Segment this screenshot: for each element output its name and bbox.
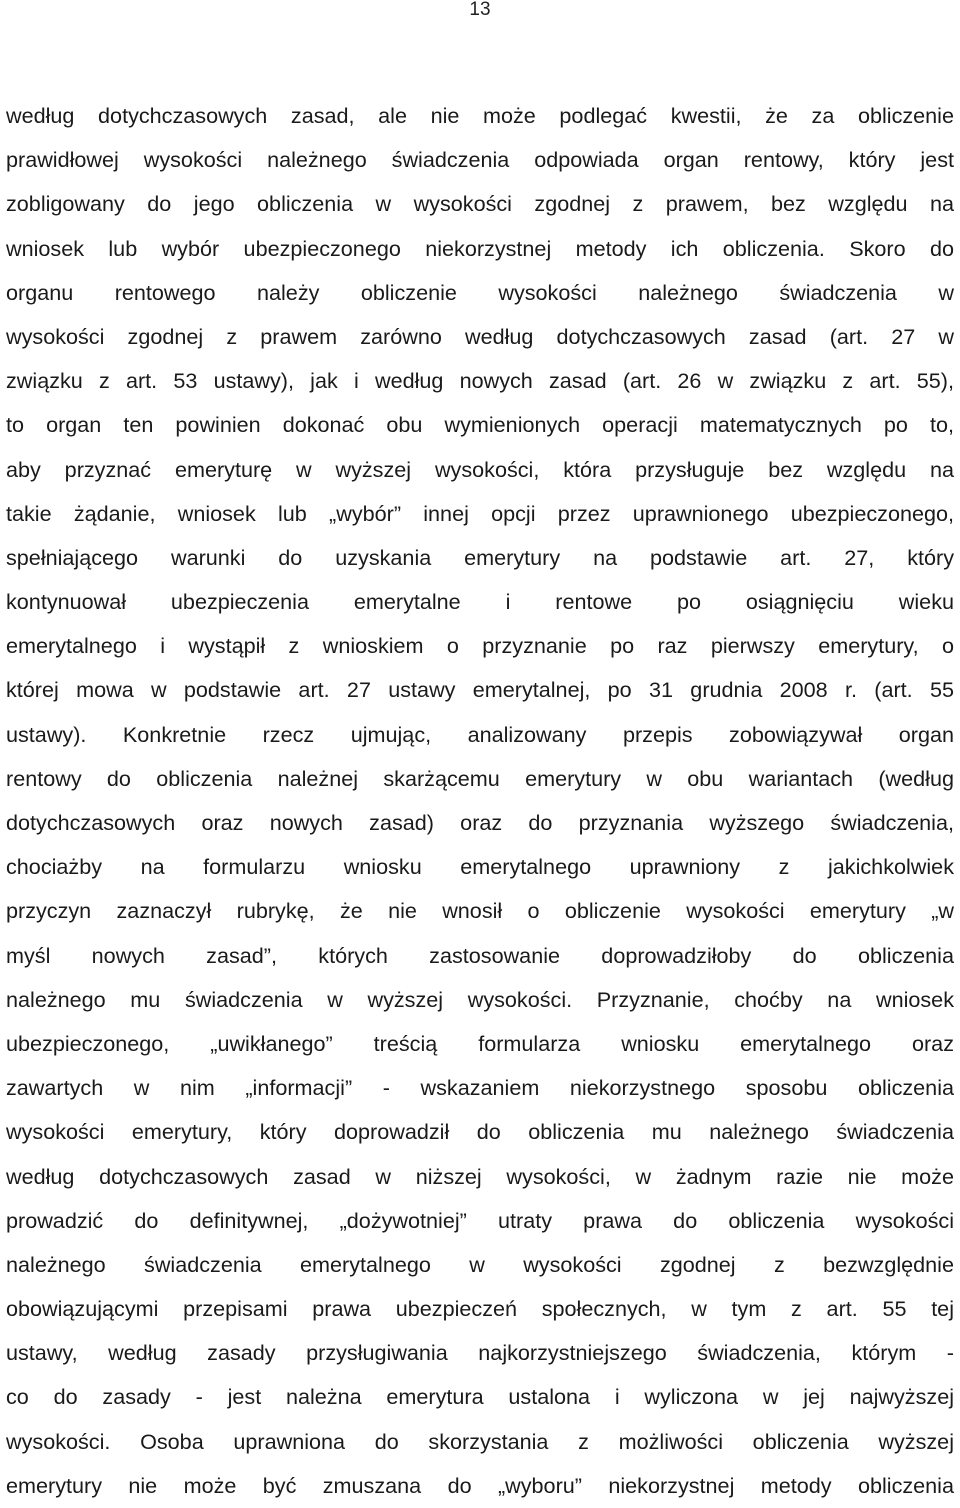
text-line: związku z art. 53 ustawy), jak i według nowych zasad (art. 26 w związku z art. 55),: [6, 368, 954, 394]
text-line: ustawy). Konkretnie rzecz ujmując, analizowany przepis zobowiązywał organ: [6, 721, 954, 747]
text-line: prowadzić do definitywnej, „dożywotniej” utraty prawa do obliczenia wysokości: [6, 1207, 954, 1233]
text-line: emerytury nie może być zmuszana do „wyboru” niekorzystnej metody obliczenia: [6, 1472, 954, 1498]
text-line: prawidłowej wysokości należnego świadczenia odpowiada organ rentowy, który jest: [6, 147, 954, 173]
text-line: obowiązującymi przepisami prawa ubezpieczeń społecznych, w tym z art. 55 tej: [6, 1296, 954, 1322]
text-line: kontynuował ubezpieczenia emerytalne i rentowe po osiągnięciu wieku: [6, 589, 954, 615]
text-line: ustawy, według zasady przysługiwania najkorzystniejszego świadczenia, którym -: [6, 1340, 954, 1366]
text-line: to organ ten powinien dokonać obu wymienionych operacji matematycznych po to,: [6, 412, 954, 438]
text-line: zawartych w nim „informacji” - wskazaniem niekorzystnego sposobu obliczenia: [6, 1075, 954, 1101]
text-line: takie żądanie, wniosek lub „wybór” innej opcji przez uprawnionego ubezpieczonego,: [6, 500, 954, 526]
text-line: należnego mu świadczenia w wyższej wysokości. Przyznanie, choćby na wniosek: [6, 986, 954, 1012]
text-line: według dotychczasowych zasad w niższej wysokości, w żadnym razie nie może: [6, 1163, 954, 1189]
text-line: spełniającego warunki do uzyskania emerytury na podstawie art. 27, który: [6, 544, 954, 570]
text-line: wysokości zgodnej z prawem zarówno według dotychczasowych zasad (art. 27 w: [6, 323, 954, 349]
text-line: dotychczasowych oraz nowych zasad) oraz do przyznania wyższego świadczenia,: [6, 810, 954, 835]
text-line: co do zasady - jest należna emerytura ustalona i wyliczona w jej najwyższej: [6, 1384, 954, 1410]
document-body: [6, 94, 954, 1508]
page-number: 13: [469, 0, 491, 20]
text-line: chociażby na formularzu wniosku emerytalnego uprawniony z jakichkolwiek: [6, 854, 954, 880]
text-line: aby przyznać emeryturę w wyższej wysokości, która przysługuje bez względu na: [6, 456, 954, 482]
text-line: zobligowany do jego obliczenia w wysokości zgodnej z prawem, bez względu na: [6, 191, 954, 217]
text-line: organu rentowego należy obliczenie wysokości należnego świadczenia w: [6, 279, 954, 305]
text-line: należnego świadczenia emerytalnego w wysokości zgodnej z bezwzględnie: [6, 1251, 954, 1277]
text-line: wysokości emerytury, który doprowadził do obliczenia mu należnego świadczenia: [6, 1119, 954, 1145]
text-line: której mowa w podstawie art. 27 ustawy emerytalnej, po 31 grudnia 2008 r. (art. 55: [6, 677, 954, 703]
text-line: według dotychczasowych zasad, ale nie może podlegać kwestii, że za obliczenie: [6, 103, 954, 128]
text-line: ubezpieczonego, „uwikłanego” treścią formularza wniosku emerytalnego oraz: [6, 1030, 954, 1056]
text-line: emerytalnego i wystąpił z wnioskiem o przyznanie po raz pierwszy emerytury, o: [6, 633, 954, 659]
text-line: myśl nowych zasad”, których zastosowanie doprowadziłoby do obliczenia: [6, 942, 954, 968]
text-line: przyczyn zaznaczył rubrykę, że nie wnosił o obliczenie wysokości emerytury „w: [6, 898, 954, 924]
text-line: wysokości. Osoba uprawniona do skorzystania z możliwości obliczenia wyższej: [6, 1428, 954, 1454]
text-line: wniosek lub wybór ubezpieczonego niekorzystnej metody ich obliczenia. Skoro do: [6, 235, 954, 261]
text-line: rentowy do obliczenia należnej skarżącemu emerytury w obu wariantach (według: [6, 765, 954, 791]
